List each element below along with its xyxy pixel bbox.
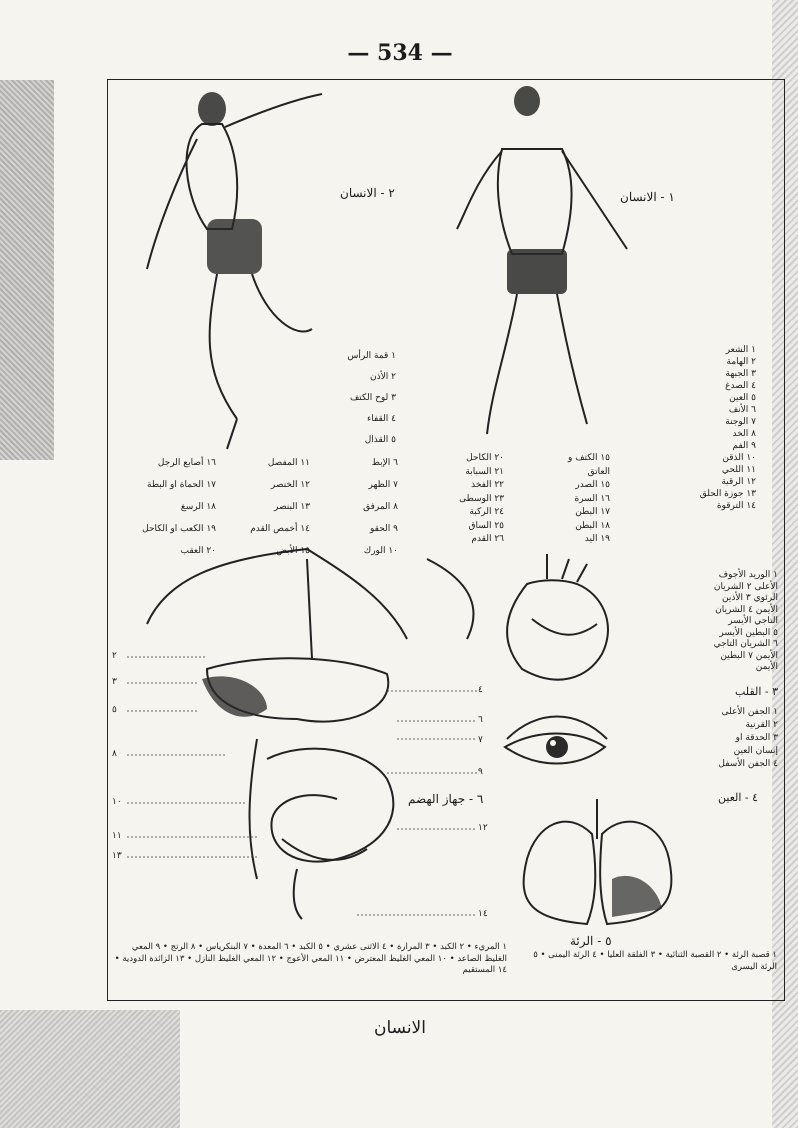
page-caption: الانسان: [374, 1018, 426, 1038]
scan-texture-left: [0, 80, 54, 460]
table-cell: ٧ الظهر: [368, 480, 398, 490]
digestive-number-right: ١٢: [478, 823, 488, 833]
table-cell: ١٧ البطن: [575, 507, 610, 517]
legend-item: ١٤ الترقوة: [716, 501, 756, 511]
figure-4-caption: ٤ - العين: [718, 791, 759, 804]
legend-item: ٥ القذال: [364, 435, 396, 445]
table-cell: ١٩ الكعب او الكاحل: [142, 524, 216, 534]
human-1-legend: [660, 344, 756, 512]
table-cell: ١٩ اليد: [584, 534, 610, 544]
legend-item: ٨ الخد: [732, 429, 756, 439]
legend-item: التاجي الأيسر: [728, 616, 778, 626]
scan-texture-bottom: [0, 1010, 180, 1128]
table-cell: ٨ المرفق: [363, 502, 398, 512]
eye-illustration: [505, 717, 607, 764]
parts-table-col-4: [222, 452, 310, 562]
figure-2-caption: ٢ - الانسان: [340, 186, 395, 200]
digestive-legend: ١ المريء • ٢ الكبد • ٣ المرارة • ٤ الاثنى عشري • ٥ الكبد • ٦ المعدة • ٧ البنكرياس • ٨ الرتج • ٩ المعي الغليظ الصاعد • ١٠ المعي الغليظ المعترض • ١١ المعي الأعوج • ١٢ المعي الغليظ النازل • ١٣ الزائدة الدودية • ١٤ المستقيم: [114, 942, 507, 975]
lungs-illustration: [524, 799, 672, 924]
table-cell: ٩ الحقو: [370, 524, 398, 534]
legend-item: ١ الشعر: [725, 345, 756, 355]
legend-item: الأعلى ٢ الشريان: [713, 581, 778, 592]
table-cell: ١٣ البنصر: [274, 502, 310, 512]
figure-1-caption: ١ - الانسان: [620, 190, 675, 204]
page-number: — 534 —: [347, 40, 453, 66]
parts-table-col-1: [518, 452, 610, 547]
table-cell: ١٧ الحماة او البطة: [147, 480, 216, 490]
digestive-number-right: ٧: [478, 735, 483, 745]
legend-item: ٦ الأنف: [728, 405, 756, 415]
figure-6-caption: ٦ - جهاز الهضم: [408, 792, 484, 806]
legend-item: ٢ القرنية: [745, 720, 778, 730]
legend-item: ٣ لوح الكتف: [349, 393, 396, 403]
digestive-number-right: ٦: [478, 715, 483, 725]
digestive-number-left: ٣: [112, 677, 117, 687]
table-cell: ٢١ السبابة: [465, 466, 504, 477]
digestive-number-right: ٩: [478, 767, 483, 777]
figure-3-caption: ٣ - القلب: [735, 685, 779, 698]
table-cell: العاتق: [587, 466, 610, 477]
legend-item: ٧ الوجنة: [725, 417, 756, 427]
legend-item: ١ قمة الرأس: [347, 351, 396, 361]
table-cell: ٦ الإبط: [371, 458, 398, 468]
legend-item: الرئوي ٣ الأذين: [722, 593, 778, 603]
table-cell: ٢٦ القدم: [471, 534, 504, 544]
digestive-number-left: ٢: [112, 651, 117, 661]
table-cell: ١٥ الكتف و: [568, 453, 610, 463]
human-back-figure: [147, 92, 322, 449]
figure-5-caption: ٥ - الرئة: [570, 934, 612, 948]
legend-item: ٤ القفاء: [366, 414, 396, 424]
heart-illustration: [507, 554, 608, 680]
legend-item: ٤ الجفن الأسفل: [718, 759, 778, 769]
table-cell: ٢٣ الوسطى: [459, 493, 504, 504]
lungs-legend: ١ قصبة الرئة • ٢ القصبة الثنائية • ٣ الفلقة العليا • ٤ الرئة اليمنى • ٥ الرئة اليسرى: [533, 950, 777, 972]
eye-legend: [676, 706, 778, 771]
digestive-number-right: ٤: [478, 685, 483, 695]
table-cell: ١١ المفصل: [267, 458, 310, 468]
legend-item: ٣ الحدقة او: [735, 733, 778, 743]
legend-item: ٢ الهامة: [726, 357, 756, 367]
heart-legend: [676, 570, 778, 674]
table-cell: ٢٥ الساق: [468, 520, 504, 531]
legend-item: الأيمن ٤ الشريان: [715, 604, 778, 615]
table-cell: ١٥ الصدر: [575, 480, 610, 490]
legend-item: ٩ الفم: [732, 441, 756, 451]
legend-item: ٦ الشريان التاجي: [713, 639, 778, 649]
legend-item: ١٢ الرقبة: [721, 477, 756, 487]
parts-table-col-2: [412, 452, 504, 547]
legend-item: ٢ الأذن: [370, 372, 396, 382]
table-cell: ١٤ أخمص القدم: [250, 524, 310, 534]
human-front-figure: [457, 86, 627, 434]
legend-item: ١٣ جوزة الحلق: [699, 489, 756, 499]
table-cell: ٢٢ الفخذ: [471, 480, 504, 490]
legend-item: ٤ الصدغ: [725, 381, 756, 391]
legend-item: ١ الجفن الأعلى: [721, 707, 778, 717]
table-cell: ١٨ البطن: [575, 520, 610, 531]
legend-item: إنسان العين: [733, 746, 778, 756]
digestive-number-left: ١٠: [112, 797, 122, 807]
digestive-illustration: [127, 549, 477, 919]
legend-item: ١٠ الذقن: [722, 453, 756, 463]
table-cell: ٢٠ الكاحل: [466, 453, 504, 463]
legend-item: ٥ العين: [729, 393, 756, 403]
legend-item: الأيمن: [755, 662, 778, 672]
legend-item: ٥ البطين الأيسر: [719, 627, 778, 638]
parts-table-col-5: [110, 452, 216, 562]
legend-item: ١١ اللحي: [721, 465, 756, 475]
digestive-number-left: ١٣: [112, 851, 122, 861]
legend-item: ١ الوريد الأجوف: [718, 570, 778, 580]
parts-table-col-3: [318, 452, 398, 562]
legend-item: الأيمن ٧ البطين: [720, 650, 778, 661]
table-cell: ١٨ الرسغ: [180, 502, 216, 512]
table-cell: ١٦ أصابع الرجل: [157, 458, 216, 468]
table-cell: ٢٠ العقب: [180, 546, 216, 556]
legend-item: ٣ الجبهة: [725, 369, 756, 379]
digestive-number-left: ٨: [112, 749, 117, 759]
table-cell: ٢٤ الركبة: [469, 507, 504, 517]
digestive-number-right: ١٤: [478, 909, 488, 919]
human-2-legend: [300, 346, 396, 451]
digestive-number-left: ١١: [112, 831, 122, 841]
digestive-number-left: ٥: [112, 705, 117, 715]
table-cell: ١٥ الأبض: [276, 546, 310, 556]
table-cell: ١٠ الورك: [363, 546, 398, 556]
table-cell: ١٢ الخنصر: [270, 480, 310, 490]
table-cell: ١٦ السرة: [574, 493, 610, 504]
